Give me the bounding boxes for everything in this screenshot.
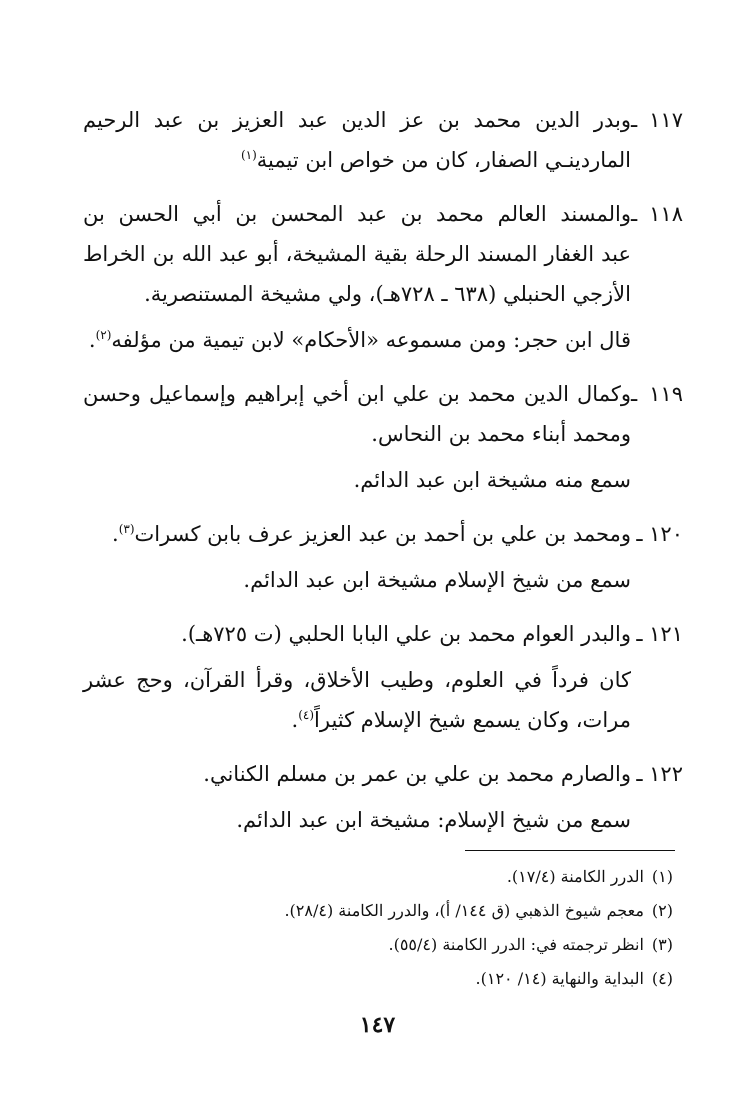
entry-note: كان فرداً في العلوم، وطيب الأخلاق، وقرأ القرآن، وحج عشر	[83, 668, 631, 692]
entry-number: ١٢١ ـ	[636, 622, 683, 646]
entry-number: ١١٧ ـ	[631, 108, 683, 132]
footnote-ref[interactable]: (٤)	[298, 708, 315, 722]
footnote	[73, 962, 673, 996]
entry-line: ١٢١ ـوالبدر العوام محمد بن علي البابا الحلبي (ت ٧٢٥هـ).	[83, 614, 683, 654]
footnote-text: انظر ترجمته في: الدرر الكامنة (٥٥/٤).	[388, 935, 644, 954]
entry-number: ١٢٠ ـ	[636, 522, 683, 546]
entry-118	[83, 194, 683, 360]
footnote	[73, 894, 673, 928]
entry-117	[83, 100, 683, 180]
entry-note: سمع من شيخ الإسلام مشيخة ابن عبد الدائم.	[243, 568, 631, 592]
entry-note: قال ابن حجر: ومن مسموعه «الأحكام» لابن تيمية من مؤلفه$^{(٢)}$.	[88, 328, 631, 352]
footnote-text: معجم شيوخ الذهبي (ق ١٤٤/ أ)، والدرر الكامنة (٢٨/٤).	[284, 901, 644, 920]
entries-list	[83, 100, 683, 854]
entry-122	[83, 754, 683, 840]
footnote	[73, 860, 673, 894]
footnote-ref[interactable]: (٢)	[95, 328, 112, 342]
page-number: ١٤٧	[359, 1012, 396, 1038]
entry-note: سمع منه مشيخة ابن عبد الدائم.	[353, 468, 631, 492]
footnote-text: الدرر الكامنة (١٧/٤).	[506, 867, 644, 886]
entry-line: ١١٩ ـوكمال الدين محمد بن علي ابن أخي إبراهيم وإسماعيل وحسن	[83, 374, 683, 414]
entry-line: الماردينـي الصفار، كان من خواص ابن تيمية$^{(١)}$	[240, 148, 631, 172]
footnote-number: (١)	[651, 867, 673, 886]
entry-line: ١٢٢ ـوالصارم محمد بن علي بن عمر بن مسلم الكناني.	[83, 754, 683, 794]
footnote-text: البداية والنهاية (١٤/ ١٢٠).	[475, 969, 644, 988]
footnote	[73, 928, 673, 962]
entry-number: ١١٩ ـ	[631, 382, 683, 406]
footnote-ref[interactable]: (٣)	[118, 522, 135, 536]
entry-line: ١٢٠ ـومحمد بن علي بن أحمد بن عبد العزيز عرف بابن كسرات$^{(٣)}$.	[83, 514, 683, 554]
entry-number: ١١٨ ـ	[631, 202, 683, 226]
entry-note: سمع من شيخ الإسلام: مشيخة ابن عبد الدائم.	[236, 808, 631, 832]
entry-line: ١١٧ ـوبدر الدين محمد بن عز الدين عبد العزيز بن عبد الرحيم	[83, 100, 683, 140]
entry-number: ١٢٢ ـ	[636, 762, 683, 786]
entry-line: ١١٨ ـوالمسند العالم محمد بن عبد المحسن بن أبي الحسن بن	[83, 194, 683, 234]
footnotes	[73, 860, 673, 996]
footnote-divider	[465, 850, 675, 851]
footnote-number: (٤)	[651, 969, 673, 988]
entry-120	[83, 514, 683, 600]
entry-line: ومحمد أبناء محمد بن النحاس.	[371, 422, 631, 446]
footnote-number: (٢)	[651, 901, 673, 920]
entry-119	[83, 374, 683, 500]
entry-line: الأزجي الحنبلي (٦٣٨ ـ ٧٢٨هـ)، ولي مشيخة المستنصرية.	[144, 282, 631, 306]
entry-note: مرات، وكان يسمع شيخ الإسلام كثيراً$^{(٤)}$.	[291, 708, 631, 732]
footnote-number: (٣)	[651, 935, 673, 954]
entry-line: عبد الغفار المسند الرحلة بقية المشيخة، أبو عبد الله بن الخراط	[83, 242, 631, 266]
entry-121	[83, 614, 683, 740]
footnote-ref[interactable]: (١)	[240, 148, 257, 162]
